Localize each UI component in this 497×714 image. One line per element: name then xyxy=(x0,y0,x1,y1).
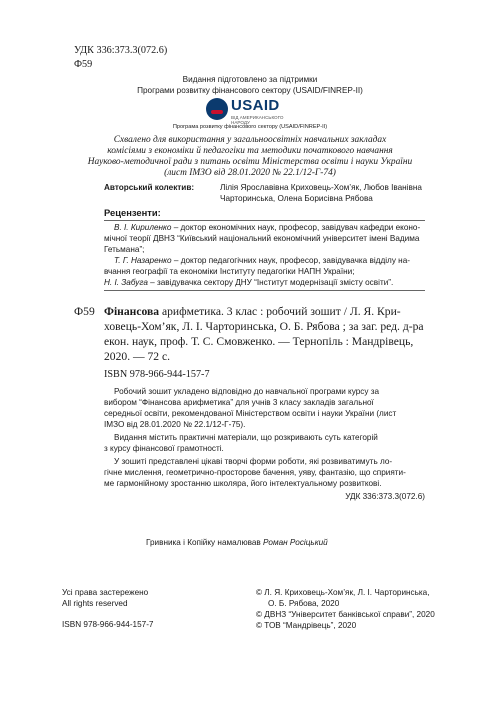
reviewer-1-line-2: мічної теорії ДВНЗ “Київський національний економічний університет імені Вадима xyxy=(104,234,420,243)
rights-en: All rights reserved xyxy=(62,599,128,608)
copyright-authors: © Л. Я. Криховець-Хом’як, Л. І. Чарторинська, xyxy=(256,588,430,597)
usaid-tagline: ВІД АМЕРИКАНСЬКОГО НАРОДУ xyxy=(231,115,284,125)
usaid-emblem-icon xyxy=(206,98,228,120)
sponsor-line-2: Програми розвитку фінансового сектору (USAID/FINREP-II) xyxy=(137,86,363,95)
usaid-wordmark: USAID xyxy=(231,97,280,114)
copyright-university: © ДВНЗ “Університет банківської справи”, 2020 xyxy=(256,610,435,619)
abstract-p1-line-3: середньої освіти, рекомендованої Міністерством освіти і науки України (лист xyxy=(104,409,397,418)
reviewers-bottom-rule xyxy=(104,290,425,291)
footer-isbn: ISBN 978-966-944-157-7 xyxy=(62,620,154,629)
authors-line-2: Чарторинська, Олена Борисівна Рябова xyxy=(220,194,373,203)
abstract-p1-line-4: ІМЗО від 28.01.2020 № 22.1/12-Г-75). xyxy=(104,420,246,429)
rights-ua: Усі права застережено xyxy=(62,588,149,597)
sponsor-line-1: Видання підготовлено за підтримки xyxy=(182,75,318,84)
usaid-caption: Програма розвитку фінансового сектору (USAID/FINREP-II) xyxy=(172,124,328,130)
approval-line-3: Науково-методичної ради з питань освіти Міністерства освіти і науки України xyxy=(87,157,413,167)
authors-line-1: Лілія Ярославівна Криховець-Хом’як, Любов Іванівна xyxy=(220,183,422,192)
catalog-line-1: Фінансова арифметика. 3 клас : робочий зошит / Л. Я. Кри- xyxy=(104,305,401,318)
abstract-p2-line-1: Видання містить практичні матеріали, що розкривають суть категорій xyxy=(114,433,378,442)
catalog-title: Фінансова xyxy=(104,305,160,318)
abstract-p3-line-1: У зошиті представлені цікаві творчі форми роботи, які розвиватимуть ло- xyxy=(114,457,393,466)
catalog-code: Ф59 xyxy=(74,59,93,70)
reviewers-top-rule xyxy=(104,220,425,221)
reviewer-2-line-1: Т. Г. Назаренко – доктор педагогічних наук, професор, завідувачка відділу на- xyxy=(114,256,410,265)
udk-code: УДК 336:373.3(072.6) xyxy=(74,45,168,56)
approval-line-2: комісіями з економіки й педагогіки та методики початкового навчання xyxy=(107,146,393,156)
approval-line-1: Схвалено для використання у загальноосвітніх навчальних закладах xyxy=(113,135,387,145)
approval-line-4: (лист ІМЗО від 28.01.2020 № 22.1/12-Г-74) xyxy=(164,168,336,178)
usaid-logo xyxy=(206,96,294,124)
reviewer-1-line-3: Гетьмана”; xyxy=(104,245,145,254)
abstract-p3-line-3: ме гармонійному зростанню школяра, його інтелектуальному розвиткові. xyxy=(104,479,382,488)
abstract-p1-line-2: вибором “Фінансова арифметика” для учнів 3 класу закладів загальної xyxy=(104,398,374,407)
abstract-p3-line-2: гічне мислення, геометрично-просторове бачення, уяву, фантазію, що сприяти- xyxy=(104,468,406,477)
reviewer-2-line-2: вчання географії та економіки Інституту педагогіки НАПН України; xyxy=(104,267,355,276)
illustrator-name: Роман Росіцький xyxy=(263,538,328,547)
reviewer-3-name: Н. І. Забуга xyxy=(104,278,148,287)
reviewer-1-name: В. І. Кириленко xyxy=(114,223,172,232)
reviewer-3-line-1: Н. І. Забуга – завідувачка сектору ДНУ “Інститут модернізації змісту освіти”. xyxy=(104,278,394,287)
authors-label: Авторський колектив: xyxy=(104,183,195,192)
catalog-isbn: ISBN 978-966-944-157-7 xyxy=(104,369,210,380)
catalog-line-3: екон. наук, проф. Т. С. Смовженко. — Тернопіль : Мандрівець, xyxy=(104,335,414,348)
abstract-p2-line-2: з курсу фінансової грамотності. xyxy=(104,444,224,453)
abstract-udk: УДК 336:373.3(072.6) xyxy=(345,492,425,501)
abstract-p1-line-1: Робочий зошит укладено відповідно до навчальної програми курсу за xyxy=(114,387,380,396)
copyright-authors-cont: О. Б. Рябова, 2020 xyxy=(268,599,340,608)
reviewer-2-name: Т. Г. Назаренко xyxy=(114,256,172,265)
catalog-line-4: 2020. — 72 с. xyxy=(104,350,171,363)
copyright-publisher: © ТОВ “Мандрівець”, 2020 xyxy=(256,621,357,630)
illustrator-credit: Гривника і Копійку намалював Роман Росіцький xyxy=(146,538,328,547)
reviewer-1-line-1: В. І. Кириленко – доктор економічних наук, професор, завідувач кафедри еконо- xyxy=(114,223,421,232)
reviewers-heading: Рецензенти: xyxy=(104,207,161,218)
catalog-line-2: ховець-Хом’як, Л. І. Чарторинська, О. Б. Рябова ; за заг. ред. д-ра xyxy=(104,320,424,333)
catalog-card-code: Ф59 xyxy=(74,305,95,318)
